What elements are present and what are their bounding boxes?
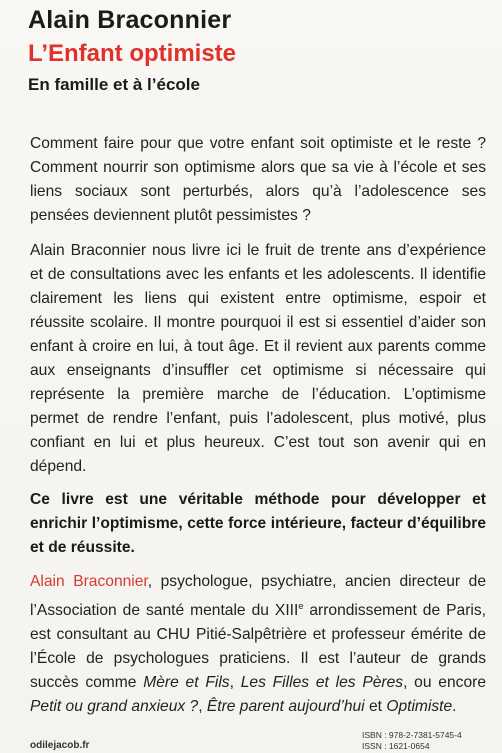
- intro-paragraph: Comment faire pour que votre enfant soit optimiste et le reste ? Comment nourrir son optimisme alors que sa vie à l’école et ses liens sociaux sont perturbés, alors qu’à l’adolescence ses pensées deviennent plutôt pessimistes ?: [30, 135, 486, 224]
- book-title: L’Enfant optimiste: [28, 40, 237, 67]
- method-paragraph: Ce livre est une véritable méthode pour développer et enrichir l’optimisme, cette force intérieure, facteur d’équilibre et de réussite.: [30, 491, 486, 556]
- bio-book-title: Petit ou grand anxieux ?: [30, 698, 199, 716]
- bio-text: , psychologue, psychiatre, ancien directeur de l’Association de santé mentale du XIII: [30, 573, 487, 620]
- author-name: Alain Braconnier: [28, 6, 232, 34]
- bio-book-title: Être parent aujourd’hui: [206, 698, 365, 716]
- bio-author-name: Alain Braconnier: [30, 573, 148, 590]
- bio-separator: ,: [229, 674, 241, 692]
- bio-separator: et: [364, 698, 387, 716]
- book-subtitle: En famille et à l’école: [28, 75, 200, 94]
- bio-superscript: e: [298, 601, 304, 611]
- bio-end: .: [452, 698, 457, 716]
- isbn-number: ISBN : 978-2-7381-5745-4: [362, 730, 462, 740]
- bio-separator: ,: [198, 698, 207, 716]
- isbn-block: [362, 730, 462, 752]
- bio-book-title: Les Filles et les Pères: [240, 674, 404, 692]
- bio-separator: , ou encore: [403, 674, 486, 692]
- publisher-website: odilejacob.fr: [30, 740, 90, 751]
- author-bio-paragraph: [30, 570, 486, 719]
- bio-book-title: Mère et Fils: [143, 674, 230, 692]
- description-paragraph: Alain Braconnier nous livre ici le fruit de trente ans d’expérience et de consultations avec les enfants et les adolescents. Il identifie clairement les liens qui existent entre optimisme, espoir et réussite scolaire. Il montre pourquoi il est si essentiel d’aider son enfant à croire en lui, à tout âge. Et il revient aux parents comme aux enseignants d’insuffler cet optimisme si nécessaire qui représente la première marche de l’éducation. L’optimisme permet de rendre l’enfant, puis l’adolescent, plus motivé, plus confiant en lui et plus heureux. C’est tout son avenir qui en dépend.: [30, 242, 486, 475]
- bio-text: arrondissement de Paris, est consultant au CHU Pitié-Salpêtrière et professeur émérite de l’École de psychologues praticiens. Il est l’auteur de grands succès comme: [30, 602, 486, 692]
- issn-number: ISSN : 1621-0654: [362, 741, 430, 751]
- bio-book-title: Optimiste: [386, 698, 453, 716]
- cover-footer: [0, 728, 502, 753]
